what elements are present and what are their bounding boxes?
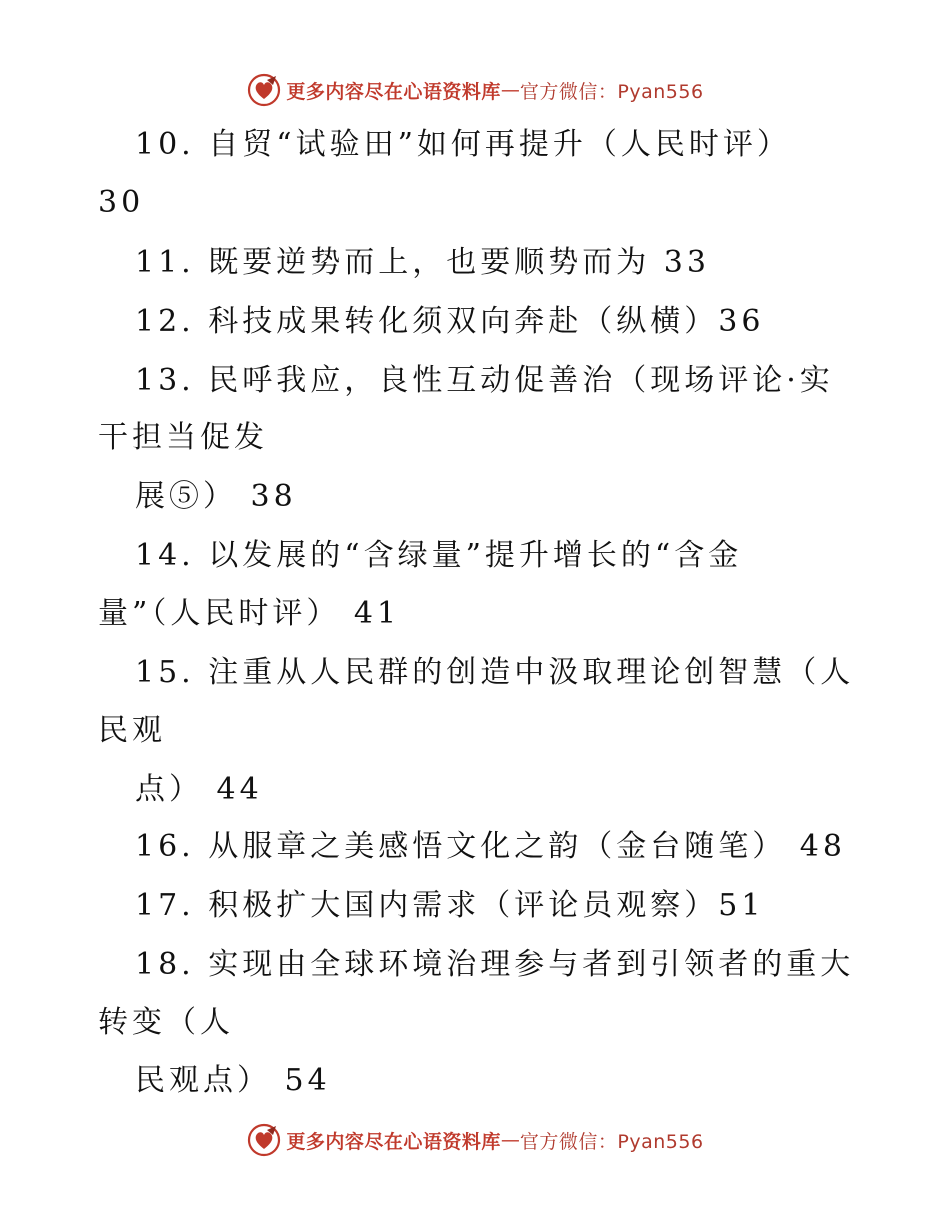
toc-item-17: 17. 积极扩大国内需求（评论员观察）51 <box>135 888 765 923</box>
banner-separator: — <box>500 1129 520 1151</box>
footer-banner <box>0 1120 950 1160</box>
toc-item-18-title: 18. 实现由全球环境治理参与者到引领者的重大 <box>135 947 855 982</box>
toc-item-18-cont: 转变（人 <box>98 1005 234 1040</box>
toc-item-18-page: 民观点） 54 <box>135 1063 331 1098</box>
toc-item-13-title: 13. 民呼我应，良性互动促善治（现场评论·实 <box>135 363 834 398</box>
heart-pen-logo-icon <box>246 1122 282 1158</box>
toc-item-11: 11. 既要逆势而上，也要顺势而为 33 <box>135 245 710 280</box>
toc-item-15-title: 15. 注重从人民群的创造中汲取理论创智慧（人 <box>135 655 855 690</box>
toc-item-10-title: 10. 自贸“试验田”如何再提升（人民时评） <box>135 127 791 162</box>
banner-wechat-text: 官方微信：Pyan556 <box>519 80 704 103</box>
toc-item-15-page: 点） 44 <box>135 772 263 807</box>
heart-pen-logo-icon <box>246 72 282 108</box>
banner-brand-text: 更多内容尽在心语资料库 <box>286 80 501 103</box>
toc-item-13-page: 展⑤） 38 <box>135 479 297 514</box>
toc-item-14-cont: 量”（人民时评） 41 <box>98 596 401 631</box>
toc-item-15-cont: 民观 <box>98 713 166 748</box>
toc-item-16: 16. 从服章之美感悟文化之韵（金台随笔） 48 <box>135 829 846 864</box>
toc-item-13-cont: 干担当促发 <box>98 420 268 455</box>
toc-item-10-page: 30 <box>98 185 145 220</box>
banner-wechat-text: 官方微信：Pyan556 <box>519 1130 704 1153</box>
toc-item-12: 12. 科技成果转化须双向奔赴（纵横）36 <box>135 304 765 339</box>
banner-separator: — <box>500 79 520 101</box>
toc-item-14-title: 14. 以发展的“含绿量”提升增长的“含金 <box>135 538 743 573</box>
banner-brand-text: 更多内容尽在心语资料库 <box>286 1130 501 1153</box>
header-banner <box>0 70 950 110</box>
